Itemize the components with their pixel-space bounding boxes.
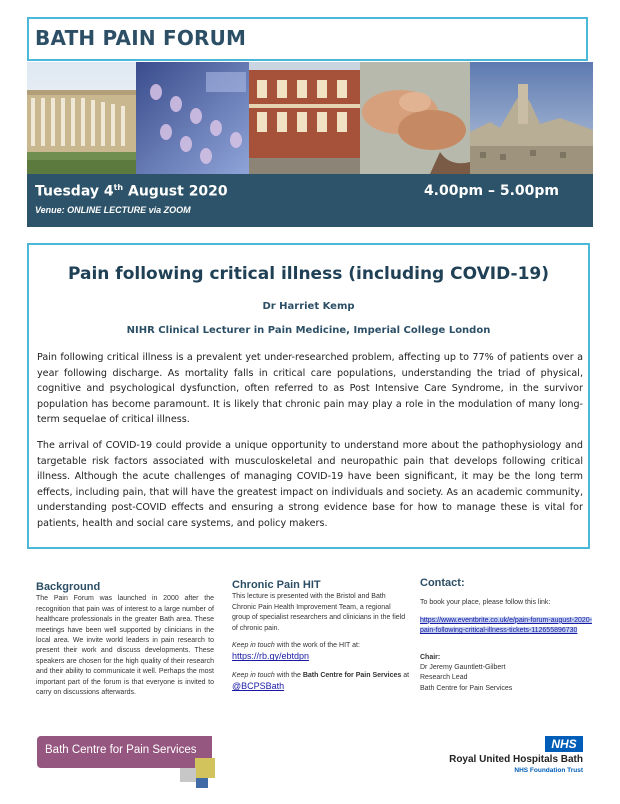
nhs-logo: NHS: [545, 736, 583, 752]
contact-heading: Contact:: [420, 577, 465, 589]
speaker-name: Dr Harriet Kemp: [262, 301, 355, 312]
chair-role: Research Lead: [420, 674, 468, 682]
hit-text: This lecture is presented with the Bristol and Bath Chronic Pain Health Improvement Team, a regional group of specialist researchers and clinicians in the field of chronic pain.: [232, 593, 406, 632]
event-date-bar: [27, 174, 593, 227]
bcps-logo-square-blue: [196, 778, 208, 788]
hit-keep-in-touch: Keep in touch with the work of the HIT at: https://rb.gy/ebtdpn: [232, 642, 360, 662]
historic-building-photo: [249, 62, 360, 174]
header-box: [27, 17, 588, 61]
ruh-trust: NHS Foundation Trust: [514, 767, 583, 774]
event-venue: Venue: ONLINE LECTURE via ZOOM: [35, 205, 191, 215]
contact-section: [420, 578, 595, 694]
bcps-logo-square-yellow: [195, 758, 215, 778]
bath-abbey-photo: [470, 62, 593, 174]
crescent-building-photo: [27, 62, 136, 174]
speaker-affiliation: NIHR Clinical Lecturer in Pain Medicine, Imperial College London: [126, 325, 491, 336]
ruh-name: Royal United Hospitals Bath: [449, 754, 583, 765]
lecture-title: Pain following critical illness (including COVID-19): [67, 264, 549, 284]
abstract-paragraph-2: The arrival of COVID-19 could provide a unique opportunity to understand more about the pathophysiology and targetable risk factors associated with musculoskeletal and neuropathic pain that develops following critical illness. Although the acute challenges of managing COVID-19 have been significant, it may be the long term effects, including pain, that will have the greatest impact on individuals and society. As an academic community, understanding post-COVID effects and ensuring a strong evidence base for how to manage these is vital for patients, health and social care systems, and policy makers.: [37, 440, 583, 529]
holding-hands-photo: [360, 62, 470, 174]
bcps-logo: Bath Centre for Pain Services: [37, 736, 212, 768]
background-text: The Pain Forum was launched in 2000 after the recognition that pain was of interest to a large number of healthcare professionals in the greater Bath area. These meetings have been well supported by clinicians in the local area. We invite world leaders in pain research to present their work and discuss developments. These speakers are chosen for the high quality of their research and their ability to communicate it well. Perhaps the most important part of the forum is that everyone is invited to carry on discussions afterwards.: [36, 595, 214, 697]
event-date: Tuesday 4th August 2020: [35, 183, 228, 200]
bcps-logo-square-grey: [180, 768, 196, 782]
booking-link[interactable]: https://www.eventbrite.co.uk/e/pain-forum-august-2020-pain-following-critical-illness-tickets-112655896730: [420, 616, 592, 635]
hit-link[interactable]: https://rb.gy/ebtdpn: [232, 651, 310, 662]
abstract-paragraph-1: Pain following critical illness is a prevalent yet under-researched problem, affecting up to 77% of patients over a year following discharge. As mortality falls in critical care populations, understanding the triad of physical, cognitive and psychological dysfunction, often referred to as Post Intensive Care Syndrome, in the survivor population has become paramount. It is likely that chronic pain may play a role in the modulation of many long-term sequelae of critical illness.: [37, 352, 583, 426]
booking-text: To book your place, please follow this link:: [420, 599, 551, 607]
hit-heading: Chronic Pain HIT: [232, 579, 321, 591]
background-heading: Background: [36, 581, 101, 593]
chair-name: Dr Jeremy Gauntlett-Gilbert: [420, 664, 506, 672]
bcps-twitter-link[interactable]: @BCPSBath: [232, 681, 285, 692]
forum-title: BATH PAIN FORUM: [35, 26, 247, 50]
bcps-keep-in-touch: Keep in touch with the Bath Centre for Pain Services at @BCPSBath: [232, 671, 410, 692]
chair-org: Bath Centre for Pain Services: [420, 684, 513, 692]
background-section: [36, 582, 214, 705]
photo-strip: [27, 62, 593, 174]
lab-test-tubes-photo: [136, 62, 249, 174]
chronic-pain-hit-section: [232, 580, 410, 701]
chair-label: Chair:: [420, 653, 441, 661]
event-time: 4.00pm – 5.00pm: [423, 183, 559, 199]
lecture-box: [27, 243, 590, 549]
